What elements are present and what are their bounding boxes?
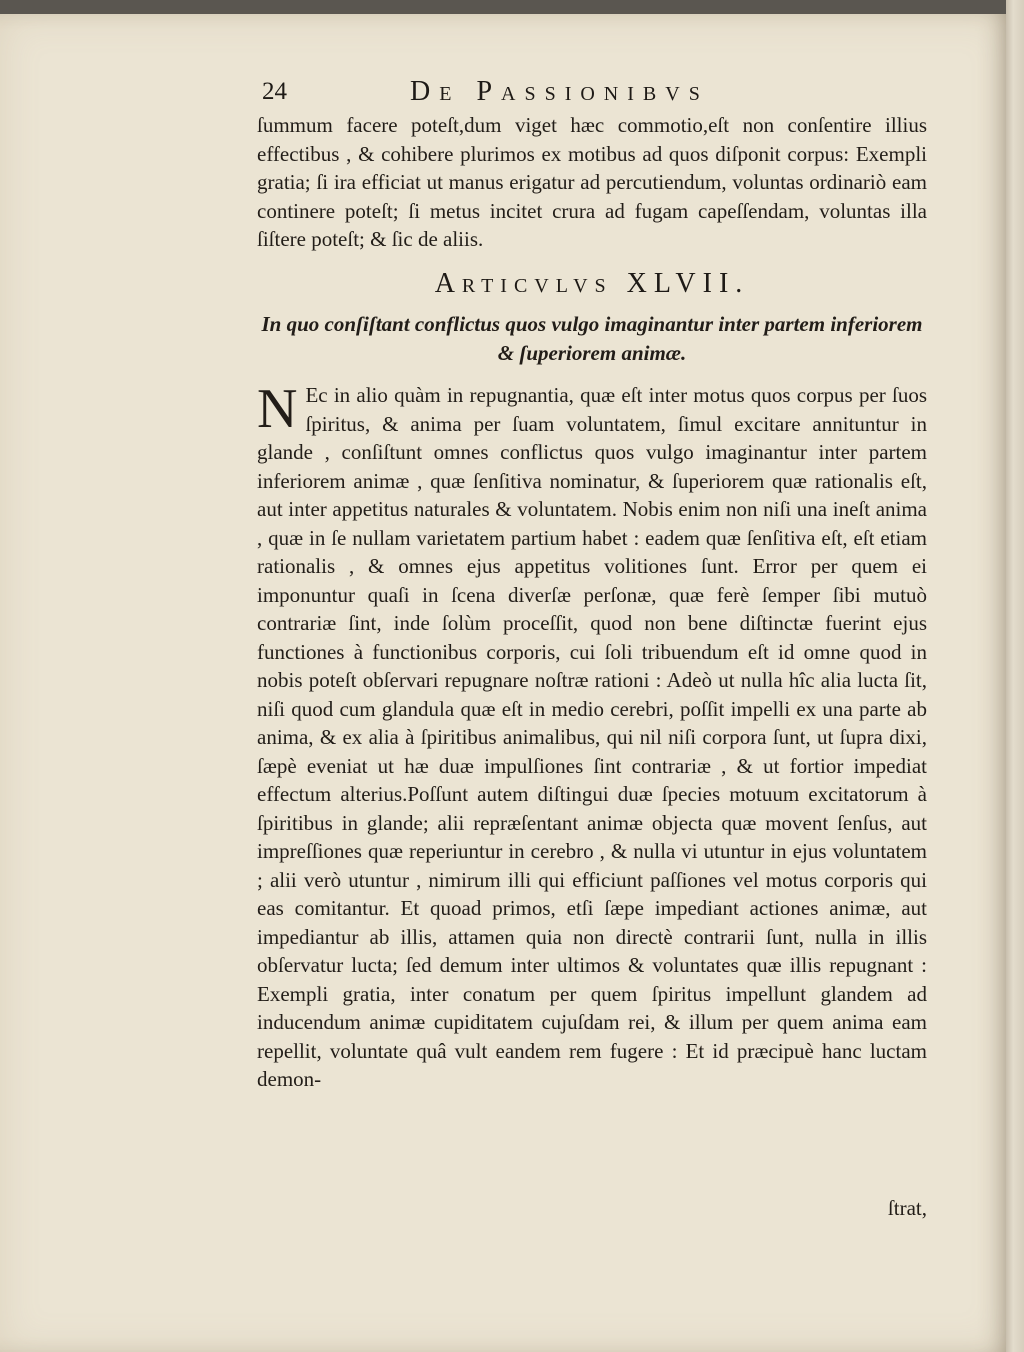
page-number: 24 bbox=[262, 78, 287, 105]
page-header bbox=[262, 76, 927, 112]
article-body-text: Ec in alio quàm in repugnantia, quæ eſt inter motus quos corpus per ſuos ſpiritus, & anima per ſuam voluntatem, ſimul excitare annituntur in glande , conſiſtunt omnes conflictus quos vulgo imaginantur inter partem inferiorem animæ , quæ ſenſitiva nominatur, & ſuperiorem quæ rationalis eſt, aut inter appetitus naturales & voluntatem. Nobis enim non niſi una ineſt anima , quæ in ſe nullam varietatem partium habet : eadem quæ ſenſitiva eſt, eſt etiam rationalis , & omnes ejus appetitus volitiones ſunt. Error per quem ei imponuntur quaſi in ſcena diverſæ perſonæ, quæ ferè ſemper ſibi mutuò contrariæ ſint, inde ſolùm proceſſit, quod non bene diſtinctæ fuerint ejus functiones à functionibus corporis, cui ſoli tribuendum eſt id omne quod in nobis poteſt obſervari repugnare noſtræ rationi : Adeò ut nulla hîc alia lucta ſit, niſi quod cum glandula quæ eſt in medio cerebri, poſſit impelli ex una parte ab anima, & ex alia à ſpiritibus animalibus, qui nil niſi corpora ſunt, ut ſupra dixi, ſæpè eveniat ut hæ duæ impulſiones ſint contrariæ , & ut fortior impediat effectum alterius.Poſſunt autem diſtingui duæ ſpecies motuum excitatorum à ſpiritibus in glande; alii repræſentant animæ objecta quæ movent ſenſus, aut impreſſiones quæ reperiuntur in cerebro , & nulla vi utuntur in ejus voluntatem ; alii verò utuntur , nimirum illi qui efficiunt paſſiones vel motus corporis qui eas comitantur. Et quoad primos, etſi ſæpe impediant actiones animæ, aut impediantur ab illis, attamen quia non directè contrarii ſunt, nulla in illis obſervatur lucta; ſed demum inter ultimos & voluntates quæ illis repugnant : Exempli gratia, inter conatum per quem ſpiritus impellunt glandem ad inducendum animæ cupiditatem cujuſdam rei, & illum per quem anima eam repellit, voluntate quâ vult eandem rem fugere : Et id præcipuè hanc luctam demon- bbox=[257, 383, 927, 1091]
article-subtitle: In quo conſiſtant conflictus quos vulgo imaginantur inter partem inferiorem & ſuperiorem animæ. bbox=[261, 312, 923, 365]
running-title: De Passionibvs bbox=[410, 76, 709, 107]
drop-cap: N bbox=[257, 378, 298, 440]
article-body bbox=[257, 378, 927, 1094]
article-heading: Articvlvs XLVII. bbox=[434, 268, 750, 299]
page-edge bbox=[1006, 0, 1024, 1352]
paragraph-top: ſummum facere poteſt,dum viget hæc commotio,eſt non conſentire illius effectibus , & cohibere plurimos ex motibus ad quos diſponit corpus: Exempli gratia; ſi ira efficiat ut manus erigatur ad percutiendum, voluntas ordinariò eam continere poteſt; ſi metus incitet crura ad fugam capeſſendam, voluntas illa ſiſtere poteſt; & ſic de aliis. bbox=[257, 113, 927, 251]
catchword: ſtrat, bbox=[887, 1196, 927, 1220]
